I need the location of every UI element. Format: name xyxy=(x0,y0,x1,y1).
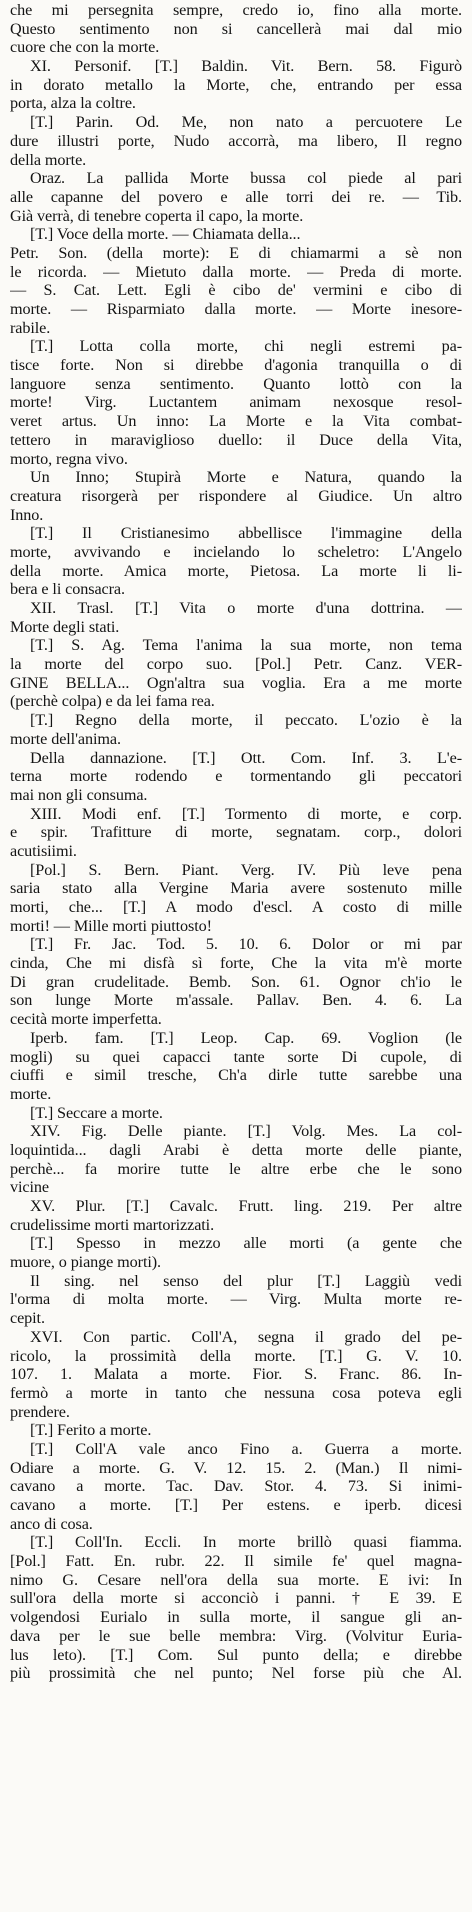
text-line: Oraz. La pallida Morte bussa col piede al pari xyxy=(30,169,462,188)
text-line: Già verrà, di tenebre coperta il capo, la morte. xyxy=(10,206,304,225)
text-line: Iperb. fam. [T.] Leop. Cap. 69. Voglion (le xyxy=(30,1028,462,1047)
text-line: [T.] S. Ag. Tema l'anima la sua morte, non tema xyxy=(30,636,462,655)
text-line: [T.] Lotta colla morte, chi negli estremi pa- xyxy=(30,337,462,356)
text-line: tisce forte. Non si direbbe d'agonia tranquilla o di xyxy=(10,356,462,375)
text-line: [Pol.] S. Bern. Piant. Verg. IV. Più leve pena xyxy=(30,860,462,879)
text-line: [Pol.] Fatt. En. rubr. 22. Il simile fe' quel magna- xyxy=(10,1552,462,1571)
text-line: [T.] Il Cristianesimo abbellisce l'immagine della xyxy=(30,524,462,543)
text-line: prendere. xyxy=(10,1402,70,1421)
text-line: Della dannazione. [T.] Ott. Com. Inf. 3. L'e- xyxy=(30,748,462,767)
text-line: le ricorda. — Mietuto dalla morte. — Preda di morte. xyxy=(10,262,462,281)
text-line: Odiare a morte. G. V. 12. 15. 2. (Man.) Il nimi- xyxy=(10,1458,462,1477)
text-line: Il sing. nel senso del plur [T.] Laggiù vedi xyxy=(30,1271,462,1290)
text-line: [T.] Parin. Od. Me, non nato a percuotere Le xyxy=(30,113,462,132)
text-line: GINE BELLA... Ogn'altra sua voglia. Era a me morte xyxy=(10,673,462,692)
text-line: languore senza sentimento. Quanto lottò con la xyxy=(10,374,462,393)
text-line: 107. 1. Malata a morte. Fior. S. Franc. 86. In- xyxy=(10,1365,462,1384)
text-line: e spir. Trafitture di morte, segnatam. corp., dolori xyxy=(10,823,462,842)
text-line: la morte del corpo suo. [Pol.] Petr. Canz. VER- xyxy=(10,655,462,674)
text-line: morto, regna vivo. xyxy=(10,449,128,468)
text-column xyxy=(10,1,462,1683)
text-line: bera e li consacra. xyxy=(10,580,125,599)
text-line: che mi persegnita sempre, credo io, fino alla morte. xyxy=(10,1,462,19)
text-line: ciuffi e simil tresche, Ch'a dirle tutte sarebbe una xyxy=(10,1066,462,1085)
text-line: XIV. Fig. Delle piante. [T.] Volg. Mes. La col- xyxy=(30,1122,462,1141)
text-line: lus leto). [T.] Com. Sul punto della; e direbbe xyxy=(10,1645,462,1664)
text-line: saria stato alla Vergine Maria avere sostenuto mille xyxy=(10,879,462,898)
text-line: mogli) su quei capacci tante sorte Di cupole, di xyxy=(10,1047,462,1066)
text-line: vicine xyxy=(10,1178,49,1197)
text-line: porta, alza la coltre. xyxy=(10,94,136,113)
text-line: alle capanne del povero e alle torri dei re. — Tib. xyxy=(10,187,462,206)
text-line: cinda, Che mi disfà sì forte, Che la vita m'è morte xyxy=(10,954,462,973)
text-line: perchè... fa morire tutte le altre erbe che le sono xyxy=(10,1159,462,1178)
text-line: dure illustri porte, Nudo accorrà, ma libero, Il regno xyxy=(10,131,462,150)
text-line: l'orma di molta morte. — Virg. Multa morte re- xyxy=(10,1290,462,1309)
text-line: terna morte rodendo e tormentando gli peccatori xyxy=(10,767,462,786)
text-line: Morte degli stati. xyxy=(10,617,120,636)
text-line: [T.] Coll'A vale anco Fino a. Guerra a morte. xyxy=(30,1439,462,1458)
text-line: — S. Cat. Lett. Egli è cibo de' vermini e cibo di xyxy=(10,281,462,300)
text-line: [T.] Fr. Jac. Tod. 5. 10. 6. Dolor or mi par xyxy=(30,935,462,954)
text-line: anco di cosa. xyxy=(10,1514,93,1533)
text-line: XII. Trasl. [T.] Vita o morte d'una dottrina. — xyxy=(30,599,462,617)
text-line: cecità morte imperfetta. xyxy=(10,1010,162,1029)
text-line: XVI. Con partic. Coll'A, segna il grado del pe- xyxy=(30,1327,462,1346)
text-line: della morte. xyxy=(10,150,87,169)
text-line: acutisiimi. xyxy=(10,841,77,860)
text-line: crudelissime morti martorizzati. xyxy=(10,1215,215,1234)
text-line: creatura risorgerà per rispondere al Giudice. Un altro xyxy=(10,486,462,505)
text-line: fermò a morte in tanto che nessuna cosa poteva egli xyxy=(10,1383,462,1402)
text-line: XV. Plur. [T.] Cavalc. Frutt. ling. 219. Per altre xyxy=(30,1197,462,1215)
text-line: tettero in maravіglioso duello: il Duce della Vita, xyxy=(10,430,462,449)
text-line: [T.] Seccare a morte. xyxy=(30,1103,163,1122)
text-line: [T.] Ferito a morte. xyxy=(30,1421,152,1440)
text-line: rabile. xyxy=(10,318,51,337)
text-line: XI. Personif. [T.] Baldin. Vit. Bern. 58. Figurò xyxy=(30,57,462,76)
text-line: volgendosi Eurialo in sulla morte, il sangue gli an- xyxy=(10,1608,462,1627)
text-line: [T.] Coll'In. Eccli. In morte brillò quasi fiamma. xyxy=(30,1533,462,1552)
text-line: morte, avvivando e incielando lo scheletro: L'Angelo xyxy=(10,542,462,561)
text-line: XIII. Modi enf. [T.] Tormento di morte, e corp. xyxy=(30,804,462,823)
text-line: cepit. xyxy=(10,1309,45,1328)
text-line: [T.] Voce della morte. — Chiamata della... xyxy=(30,225,301,244)
text-line: loquintida... dagli Arabi è detta morte delle piante, xyxy=(10,1140,462,1159)
text-line: mai non gli consuma. xyxy=(10,785,148,804)
text-line: Inno. xyxy=(10,505,44,524)
text-line: sull'ora della morte si acconciò i panni. † E 39. E xyxy=(10,1589,462,1608)
text-line: dava per le sue belle membra: Virg. (Volvitur Euria- xyxy=(10,1626,462,1645)
text-line: morte dell'anima. xyxy=(10,729,121,748)
text-line: [T.] Regno della morte, il peccato. L'ozio è la xyxy=(30,711,462,730)
text-line: veret artus. Un inno: La Morte e la Vita combat- xyxy=(10,412,462,431)
text-line: nimo G. Cesare nell'ora della sua morte. E ivi: In xyxy=(10,1570,462,1589)
text-line: son lunge Morte m'assale. Pallav. Ben. 4. 6. La xyxy=(10,991,462,1010)
text-line: Di gran crudelitade. Bemb. Son. 61. Ognor ch'io le xyxy=(10,972,462,991)
text-line: cavano a morte. [T.] Per estens. e iperb. dicesi xyxy=(10,1496,462,1514)
text-line: morti! — Mille morti piuttosto! xyxy=(10,916,212,935)
text-line: morte. xyxy=(10,1084,52,1103)
text-line: cavano a morte. Tac. Dav. Stor. 4. 73. Si inimi- xyxy=(10,1477,462,1496)
text-line: [T.] Spesso in mezzo alle morti (a gente che xyxy=(30,1234,462,1253)
text-line: morte! Virg. Luctantem animam nexosque resol- xyxy=(10,393,462,412)
text-line: Petr. Son. (della morte): E di chiamarmi a sè non xyxy=(10,243,462,262)
text-line: ricolo, la prossimità della morte. [T.] G. V. 10. xyxy=(10,1346,462,1365)
text-line: della morte. Amica morte, Pietosa. La morte li li- xyxy=(10,561,462,580)
text-line: (perchè colpa) e da lei fama rea. xyxy=(10,692,215,711)
text-line: in dorato metallo la Morte, che, entrando per essa xyxy=(10,75,462,94)
text-line: morti, che... [T.] A modo d'escl. A costo di mille xyxy=(10,898,462,916)
text-line: Un Inno; Stupirà Morte e Natura, quando la xyxy=(30,468,462,487)
text-line: muore, o piange morti). xyxy=(10,1253,161,1272)
text-line: Questo sentimento non si cancellerà mai dal mio xyxy=(10,19,462,38)
text-line: cuore che con la morte. xyxy=(10,38,160,57)
text-line: più prossimità che nel punto; Nel forse più che Al. xyxy=(10,1664,462,1683)
text-line: morte. — Risparmiato dalla morte. — Morte inesore- xyxy=(10,300,462,318)
